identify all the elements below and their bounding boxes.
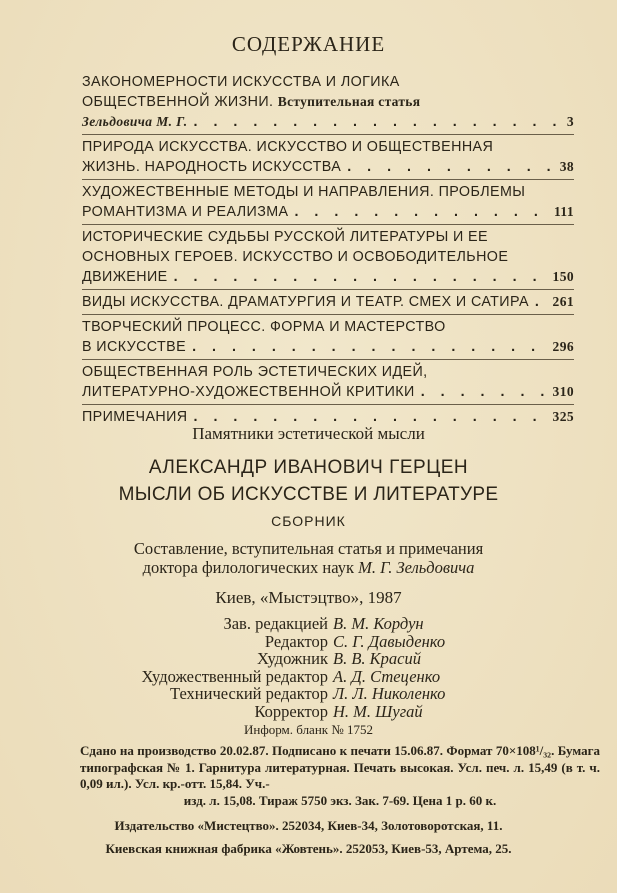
credit-row — [0, 650, 617, 668]
toc-entry — [82, 315, 574, 360]
credit-row — [0, 685, 617, 703]
toc-page-number: 325 — [552, 409, 574, 424]
inform-blank: Информ. бланк № 1752 — [243, 722, 374, 737]
toc-entry-last-line — [82, 382, 574, 402]
dot-leader — [347, 157, 553, 177]
compiler-line-1: Составление, вступительная статья и примечания — [133, 539, 484, 558]
toc-page-number: 296 — [552, 339, 574, 354]
compiler-name: М. Г. Зельдовича — [358, 558, 475, 577]
toc-entry-last-line — [82, 157, 574, 177]
credit-name: Н. М. Шугай — [333, 701, 423, 721]
credit-name: А. Д. Стеценко — [333, 666, 441, 686]
toc-entry-text: ЖИЗНЬ. НАРОДНОСТЬ ИСКУССТВА — [82, 159, 342, 175]
toc-entry-text: ЗАКОНОМЕРНОСТИ ИСКУССТВА И ЛОГИКА — [82, 74, 400, 90]
toc-entry-text: ДВИЖЕНИЕ — [82, 269, 168, 285]
toc-entry-last-line — [82, 112, 574, 132]
toc-entry-text: В ИСКУССТВЕ — [82, 339, 187, 355]
toc-entry — [82, 180, 574, 225]
dot-leader — [294, 202, 548, 222]
toc-entry-last-line — [82, 202, 574, 222]
book-kind: СБОРНИК — [271, 513, 346, 529]
toc-entry — [82, 290, 574, 315]
toc-entry-text: ОСНОВНЫХ ГЕРОЕВ. ИСКУССТВО И ОСВОБОДИТЕЛЬНОЕ — [82, 249, 509, 265]
toc-entry — [82, 360, 574, 405]
toc-page-number: 310 — [552, 384, 574, 399]
table-of-contents — [82, 70, 574, 429]
credit-role: Художественный редактор — [141, 666, 328, 686]
toc-page-number: 38 — [559, 159, 574, 174]
compiler-degree: доктора филологических наук — [142, 558, 354, 577]
toc-entry — [82, 225, 574, 290]
toc-entry-line — [82, 137, 574, 157]
toc-title: СОДЕРЖАНИЕ — [231, 32, 386, 56]
toc-entry-text: ВИДЫ ИСКУССТВА. ДРАМАТУРГИЯ И ТЕАТР. СМЕХ И САТИРА — [82, 294, 529, 310]
compiler-info — [0, 539, 617, 577]
credit-name: В. В. Красий — [333, 649, 421, 668]
printer-address: Киевская книжная фабрика «Жовтень». 252053, Киев-53, Артема, 25. — [105, 841, 512, 856]
credit-role: Редактор — [264, 631, 328, 651]
toc-page-number: 150 — [552, 269, 574, 284]
toc-entry-text: ТВОРЧЕСКИЙ ПРОЦЕСС. ФОРМА И МАСТЕРСТВО — [82, 319, 446, 335]
city-publisher-year: Киев, «Мыстэцтво», 1987 — [215, 588, 402, 607]
toc-entry-line — [82, 227, 574, 247]
toc-entry-last-line — [82, 292, 574, 312]
credit-role: Зав. редакцией — [223, 614, 328, 633]
dot-leader — [174, 267, 547, 287]
toc-entry — [82, 135, 574, 180]
toc-entry-text: ХУДОЖЕСТВЕННЫЕ МЕТОДЫ И НАПРАВЛЕНИЯ. ПРОБЛЕМЫ — [82, 184, 526, 200]
credit-role: Художник — [257, 649, 328, 668]
toc-entry-text: Зельдовича М. Г. — [82, 114, 188, 129]
credit-row — [0, 633, 617, 651]
print-details — [80, 743, 600, 809]
toc-entry-line — [82, 317, 574, 337]
credits-list — [0, 615, 617, 720]
toc-page-number: 111 — [554, 204, 574, 219]
print-details-last: изд. л. 15,08. Тираж 5750 экз. Зак. 7-69. Цена 1 р. 60 к. — [183, 792, 497, 808]
toc-entry-line — [82, 362, 574, 382]
toc-entry-line — [82, 247, 574, 267]
toc-entry-text: ПРИРОДА ИСКУССТВА. ИСКУССТВО И ОБЩЕСТВЕННАЯ — [82, 139, 494, 155]
toc-entry-text: ПРИМЕЧАНИЯ — [82, 409, 188, 425]
compiler-line-2 — [0, 558, 617, 577]
credit-name: В. М. Кордун — [333, 614, 424, 633]
toc-entry-text: ОБЩЕСТВЕННОЙ ЖИЗНИ. — [82, 94, 274, 110]
author-name: АЛЕКСАНДР ИВАНОВИЧ ГЕРЦЕН — [148, 457, 469, 478]
print-details-main: Сдано на производство 20.02.87. Подписано к печати 15.06.87. Формат 70×108¹/₃₂. Бумага типографская № 1. Гарнитура литературная. Печать высокая. Усл. печ. л. 15,49 (в т. ч. 0,09 ил.). Усл. кр.-отт. 15,84. Уч.- — [80, 743, 600, 791]
toc-entry-last-line — [82, 267, 574, 287]
toc-entry-line — [82, 92, 574, 112]
toc-entry-line — [82, 182, 574, 202]
toc-entry-last-line — [82, 337, 574, 357]
dot-leader — [421, 382, 547, 402]
toc-entry-text: ОБЩЕСТВЕННАЯ РОЛЬ ЭСТЕТИЧЕСКИХ ИДЕЙ, — [82, 364, 428, 380]
toc-entry — [82, 70, 574, 135]
toc-entry-text: ЛИТЕРАТУРНО-ХУДОЖЕСТВЕННОЙ КРИТИКИ — [82, 384, 415, 400]
book-title: МЫСЛИ ОБ ИСКУССТВЕ И ЛИТЕРАТУРЕ — [118, 484, 499, 505]
credit-name: Л. Л. Николенко — [333, 684, 446, 703]
toc-entry-text: РОМАНТИЗМА И РЕАЛИЗМА — [82, 204, 289, 220]
credit-role: Технический редактор — [170, 684, 328, 703]
toc-page-number: 3 — [566, 114, 574, 129]
series-name: Памятники эстетической мысли — [192, 424, 425, 443]
toc-entry-subtitle: Вступительная статья — [277, 94, 421, 109]
dot-leader — [194, 112, 561, 132]
dot-leader — [535, 292, 547, 312]
credit-name: С. Г. Давыденко — [333, 631, 446, 651]
credit-row — [0, 668, 617, 686]
publisher-address: Издательство «Мистецтво». 252034, Киев-34, Золотоворотская, 11. — [114, 818, 503, 833]
credit-row — [0, 615, 617, 633]
credit-role: Корректор — [254, 701, 328, 721]
dot-leader — [192, 337, 546, 357]
toc-entry-text: ИСТОРИЧЕСКИЕ СУДЬБЫ РУССКОЙ ЛИТЕРАТУРЫ И ЕЕ — [82, 229, 488, 245]
credit-row — [0, 703, 617, 721]
toc-entry-line — [82, 72, 574, 92]
toc-page-number: 261 — [552, 294, 574, 309]
